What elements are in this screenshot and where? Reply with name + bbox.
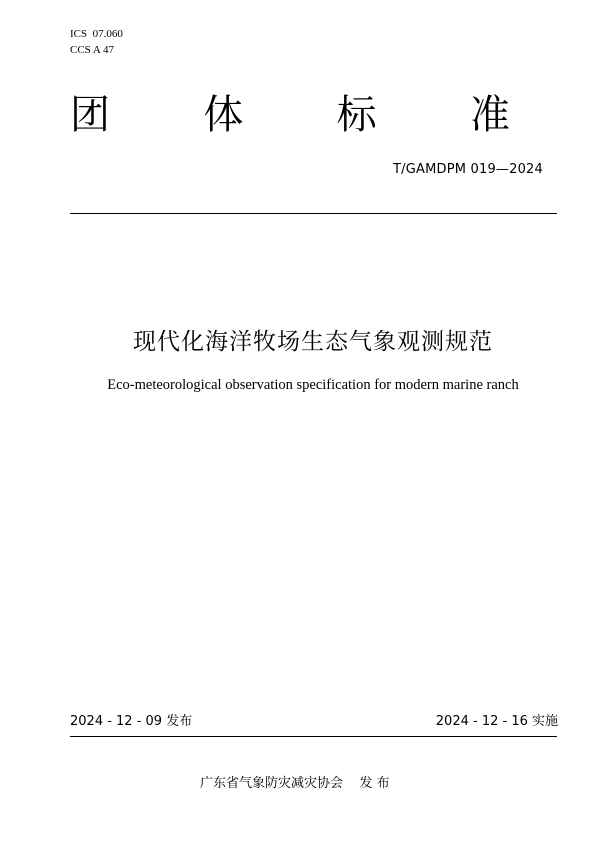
standard-type-char: 标 bbox=[336, 92, 377, 138]
ccs-code: CCS A 47 bbox=[70, 44, 115, 56]
issue-date: 2024 - 12 - 09 发布 bbox=[70, 714, 193, 729]
bottom-divider bbox=[70, 736, 557, 737]
standard-type-heading bbox=[70, 92, 510, 138]
standard-type-char: 准 bbox=[469, 92, 510, 138]
publisher-line: 广东省气象防灾减灾协会 发 布 bbox=[200, 776, 390, 791]
top-divider bbox=[70, 213, 557, 214]
ics-code: ICS 07.060 bbox=[70, 28, 123, 40]
standard-number: T/GAMDPM 019—2024 bbox=[393, 162, 543, 177]
standard-type-char: 体 bbox=[203, 92, 244, 138]
document-title-english: Eco-meteorological observation specification for modern marine ranch bbox=[107, 377, 519, 393]
document-title-chinese: 现代化海洋牧场生态气象观测规范 bbox=[133, 329, 493, 355]
implementation-date: 2024 - 12 - 16 实施 bbox=[435, 714, 558, 729]
standard-type-char: 团 bbox=[70, 92, 110, 138]
